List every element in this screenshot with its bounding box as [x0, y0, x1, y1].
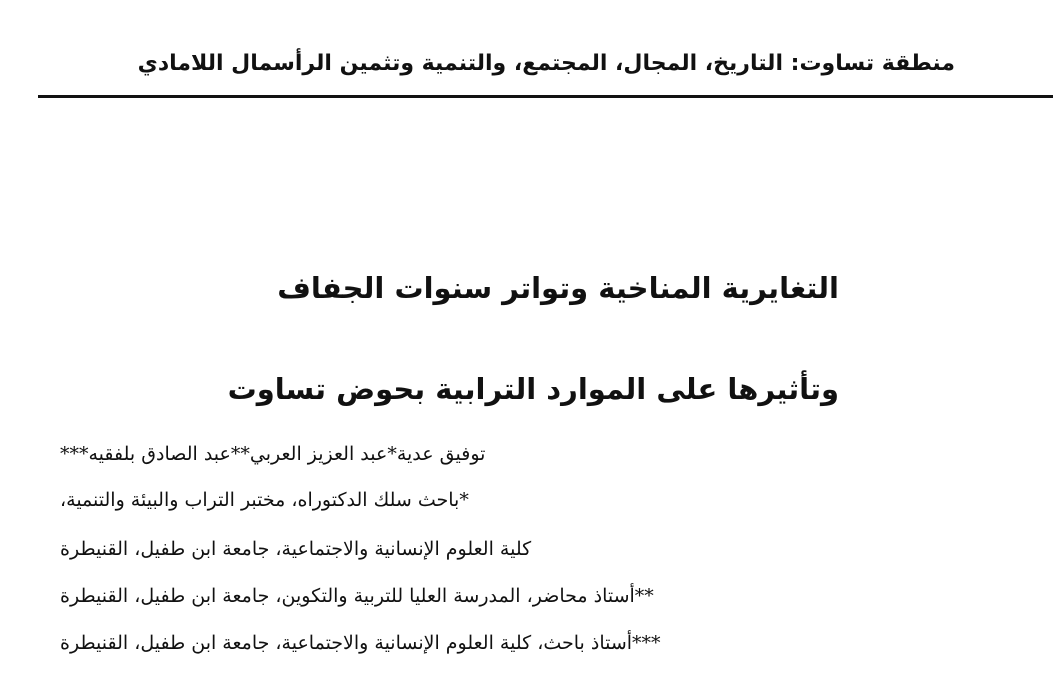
- author-names: توفيق عدية*عبد العزيز العربي**عبد الصادق بلفقيه***: [60, 443, 486, 465]
- running-header: منطقة تساوت: التاريخ، المجال، المجتمع، والتنمية وتثمين الرأسمال اللامادي: [137, 51, 955, 76]
- article-title-line-1: التغايرية المناخية وتواتر سنوات الجفاف: [277, 271, 839, 305]
- affiliation-2: **أستاذ محاضر، المدرسة العليا للتربية والتكوين، جامعة ابن طفيل، القنيطرة: [60, 585, 654, 607]
- affiliation-3: ***أستاذ باحث، كلية العلوم الإنسانية والاجتماعية، جامعة ابن طفيل، القنيطرة: [60, 632, 661, 654]
- header-divider: [38, 95, 1053, 98]
- article-title-line-2: وتأثيرها على الموارد الترابية بحوض تساوت: [227, 372, 839, 406]
- affiliation-1-line-2: كلية العلوم الإنسانية والاجتماعية، جامعة ابن طفيل، القنيطرة: [60, 538, 532, 560]
- affiliation-1-line-1: *باحث سلك الدكتوراه، مختبر التراب والبيئة والتنمية،: [60, 489, 469, 511]
